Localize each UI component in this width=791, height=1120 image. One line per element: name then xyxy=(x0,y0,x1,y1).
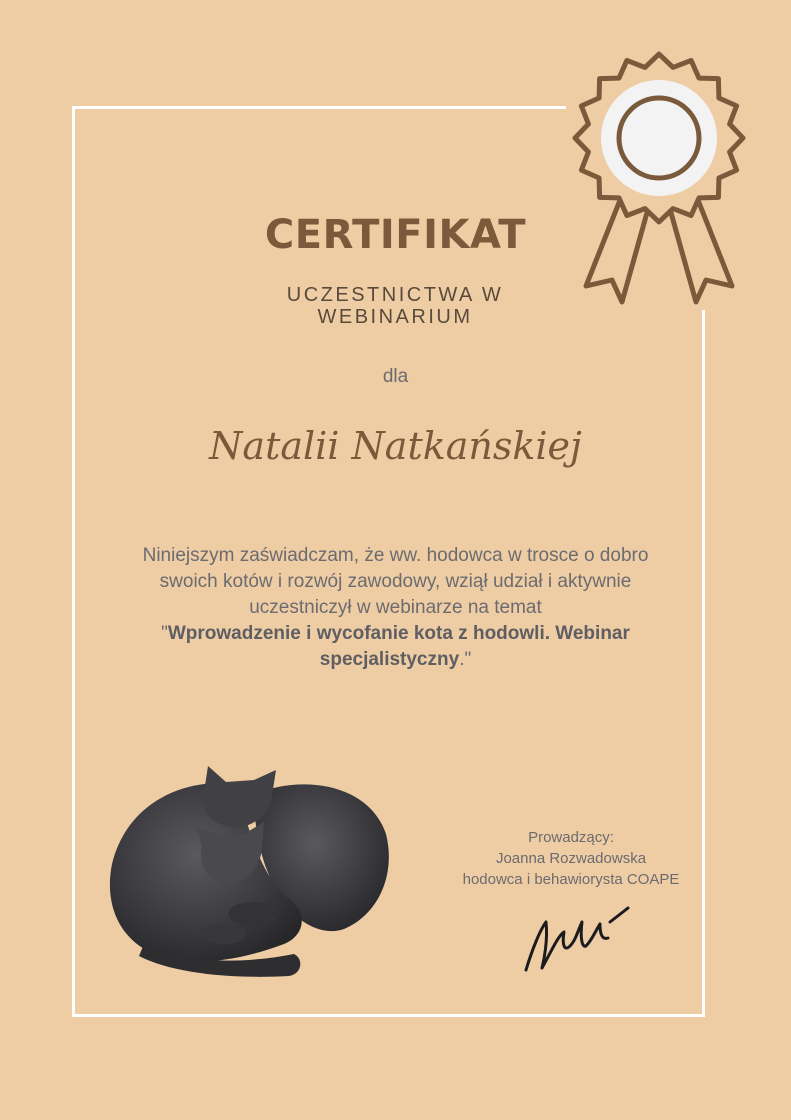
body-intro: Niniejszym zaświadczam, że ww. hodowca w trosce o dobro swoich kotów i rozwój zawodowy, wziął udział i aktywnie uczestniczył w webinarze na temat xyxy=(142,545,649,618)
recipient-name: Natalii Natkańskiej xyxy=(209,424,582,468)
quote-close: ." xyxy=(459,649,472,670)
certificate-title: CERTIFIKAT xyxy=(264,212,527,258)
for-label: dla xyxy=(382,366,409,387)
webinar-topic: Wprowadzenie i wycofanie kota z hodowli. Webinar specjalistyczny xyxy=(167,623,630,670)
certificate-body xyxy=(120,543,671,673)
sleeping-cats-photo xyxy=(104,764,396,982)
signer-name: Joanna Rozwadowska xyxy=(495,850,647,867)
signer-role: hodowca i behawiorysta COAPE xyxy=(462,871,680,888)
handwritten-signature xyxy=(518,900,638,980)
signer-block xyxy=(440,827,702,890)
quote-open: " xyxy=(161,623,168,644)
award-ribbon-icon xyxy=(566,50,752,310)
signer-label: Prowadzący: xyxy=(528,829,614,846)
certificate-subtitle: UCZESTNICTWA W WEBINARIUM xyxy=(286,284,504,328)
